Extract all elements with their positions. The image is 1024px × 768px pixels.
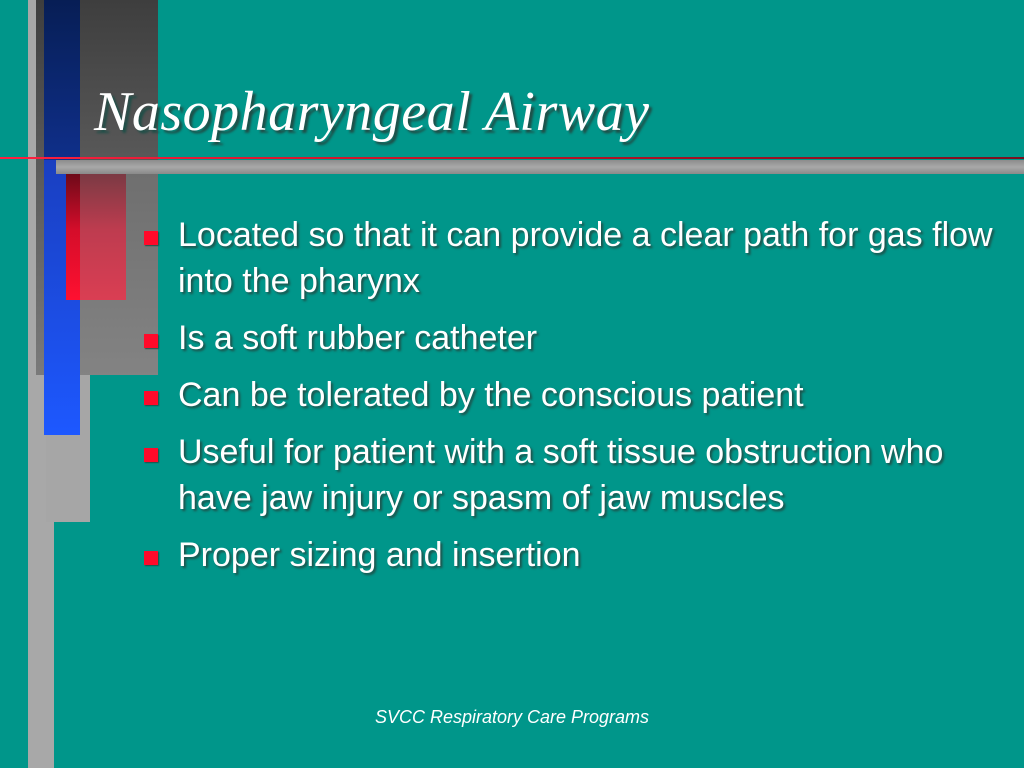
title-rule-gray — [56, 160, 1024, 174]
bullet-list — [140, 212, 1010, 589]
bullet-item — [140, 532, 1010, 578]
bullet-text: Useful for patient with a soft tissue obstruction who have jaw injury or spasm of jaw muscles — [178, 433, 944, 517]
slide-footer: SVCC Respiratory Care Programs — [374, 707, 650, 727]
bullet-text: Proper sizing and insertion — [178, 536, 581, 574]
slide-title: Nasopharyngeal Airway — [94, 81, 650, 143]
bullet-item — [140, 315, 1010, 361]
bullet-item — [140, 372, 1010, 418]
square-bullet-icon — [144, 391, 158, 405]
bullet-text: Located so that it can provide a clear path for gas flow into the pharynx — [178, 216, 993, 300]
square-bullet-icon — [144, 551, 158, 565]
title-rule-red — [0, 157, 1024, 159]
bullet-text: Can be tolerated by the conscious patient — [178, 376, 804, 414]
decor-navy-column — [44, 0, 80, 160]
square-bullet-icon — [144, 448, 158, 462]
bullet-item — [140, 212, 1010, 304]
bullet-text: Is a soft rubber catheter — [178, 319, 538, 357]
square-bullet-icon — [144, 231, 158, 245]
bullet-item — [140, 429, 1010, 521]
square-bullet-icon — [144, 334, 158, 348]
